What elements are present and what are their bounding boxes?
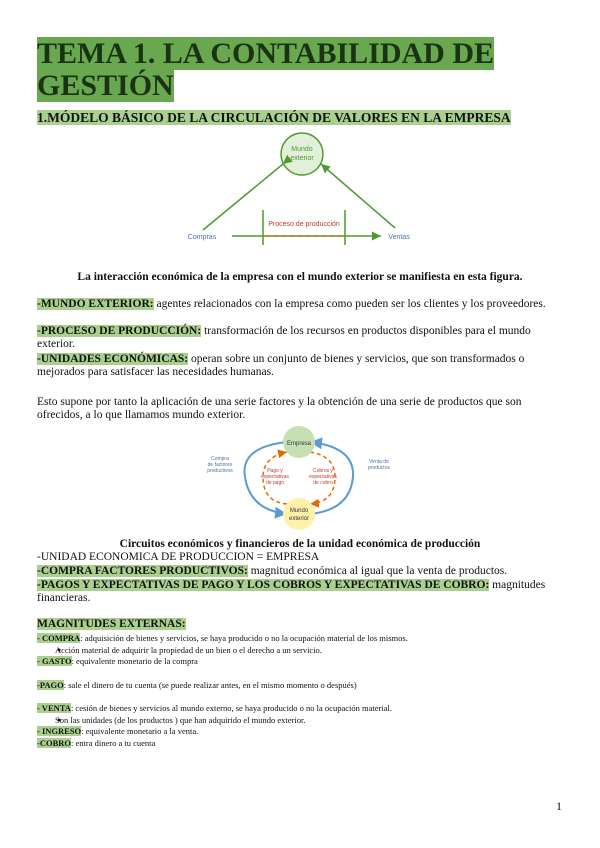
def-compra-factores: -COMPRA FACTORES PRODUCTIVOS: magnitud económica al igual que la venta de productos. xyxy=(37,565,508,577)
paragraph-1: Esto supone por tanto la aplicación de una serie factores y la obtención de una serie de productos que son ofrecidos, a lo que llamamos mundo exterior. xyxy=(37,396,522,421)
mundo-label-2: exterior xyxy=(290,155,314,162)
item-compra: - COMPRA: adquisición de bienes y servicios, se haya producido o no la ocupación material de los mismos. xyxy=(37,633,408,643)
svg-text:productivos: productivos xyxy=(207,468,233,474)
svg-text:Pago y: Pago y xyxy=(267,468,283,474)
item-gasto: - GASTO: equivalente monetario de la compra xyxy=(37,656,198,666)
magnitudes-heading: MAGNITUDES EXTERNAS: xyxy=(37,618,186,630)
mundo2-label-2: exterior xyxy=(288,516,310,522)
item-compra-bullet: ● Acción material de adquirir la propiedad de un bien o el derecho a un servicio. xyxy=(37,645,567,656)
svg-text:productos: productos xyxy=(368,465,390,471)
def-unidades: -UNIDADES ECONÓMICAS: operan sobre un conjunto de bienes y servicios, que son transformados o mejorados para satisfacer las necesidades humanas. xyxy=(37,353,525,378)
svg-text:expectativas: expectativas xyxy=(261,474,289,480)
compras-label: Compras xyxy=(187,234,217,241)
svg-text:de pago: de pago xyxy=(265,480,285,486)
circuits-diagram xyxy=(205,422,395,532)
item-venta: - VENTA: cesión de bienes y servicios al mundo externo, se haya producido o no la ocupación material. xyxy=(37,703,392,713)
item-ingreso: - INGRESO: equivalente monetario a la venta. xyxy=(37,726,199,736)
caption-1: La interacción económica de la empresa con el mundo exterior se manifiesta en esta figura. xyxy=(77,271,523,283)
svg-text:de factores: de factores xyxy=(207,462,233,468)
caption-2: Circuitos económicos y financieros de la unidad económica de producción xyxy=(119,538,481,550)
mundo-circle xyxy=(281,133,323,175)
circulation-diagram xyxy=(175,130,425,245)
section-heading: 1.MÓDELO BÁSICO DE LA CIRCULACIÓN DE VALORES EN LA EMPRESA xyxy=(37,110,511,125)
mundo2-label-1: Mundo xyxy=(289,508,309,514)
item-cobro: -COBRO: entra dinero a tu cuenta xyxy=(37,738,156,748)
page-number: 1 xyxy=(556,799,562,813)
def-proceso: -PROCESO DE PRODUCCIÓN: transformación de los recursos en productos disponibles para el mundo exterior. xyxy=(37,325,531,350)
svg-text:Venta de: Venta de xyxy=(369,459,389,465)
empresa-label: Empresa xyxy=(286,441,312,447)
mundo-label-1: Mundo xyxy=(291,146,313,153)
svg-text:Compra: Compra xyxy=(211,456,229,462)
svg-text:expectativas: expectativas xyxy=(309,474,337,480)
item-pago: -PAGO: sale el dinero de tu cuenta (se puede realizar antes, en el mismo momento o después) xyxy=(37,680,357,690)
ventas-label: Ventas xyxy=(388,234,410,241)
unidad-line: -UNIDAD ECONOMICA DE PRODUCCION = EMPRESA xyxy=(37,551,320,563)
proceso-label: Proceso de producción xyxy=(268,221,340,228)
svg-text:Cobros y: Cobros y xyxy=(312,468,334,474)
page-title: TEMA 1. LA CONTABILIDAD DE GESTIÓN xyxy=(37,37,495,102)
def-pagos: -PAGOS Y EXPECTATIVAS DE PAGO Y LOS COBROS Y EXPECTATIVAS DE COBRO: magnitudes financieras. xyxy=(37,579,546,604)
svg-text:de cobro: de cobro xyxy=(313,480,333,486)
arrow-ventas xyxy=(321,164,395,228)
item-venta-bullet: ● Son las unidades (de los productos ) que han adquirido el mundo exterior. xyxy=(37,715,567,726)
def-mundo: -MUNDO EXTERIOR: agentes relacionados con la empresa como pueden ser los clientes y los proveedores. xyxy=(37,298,546,310)
